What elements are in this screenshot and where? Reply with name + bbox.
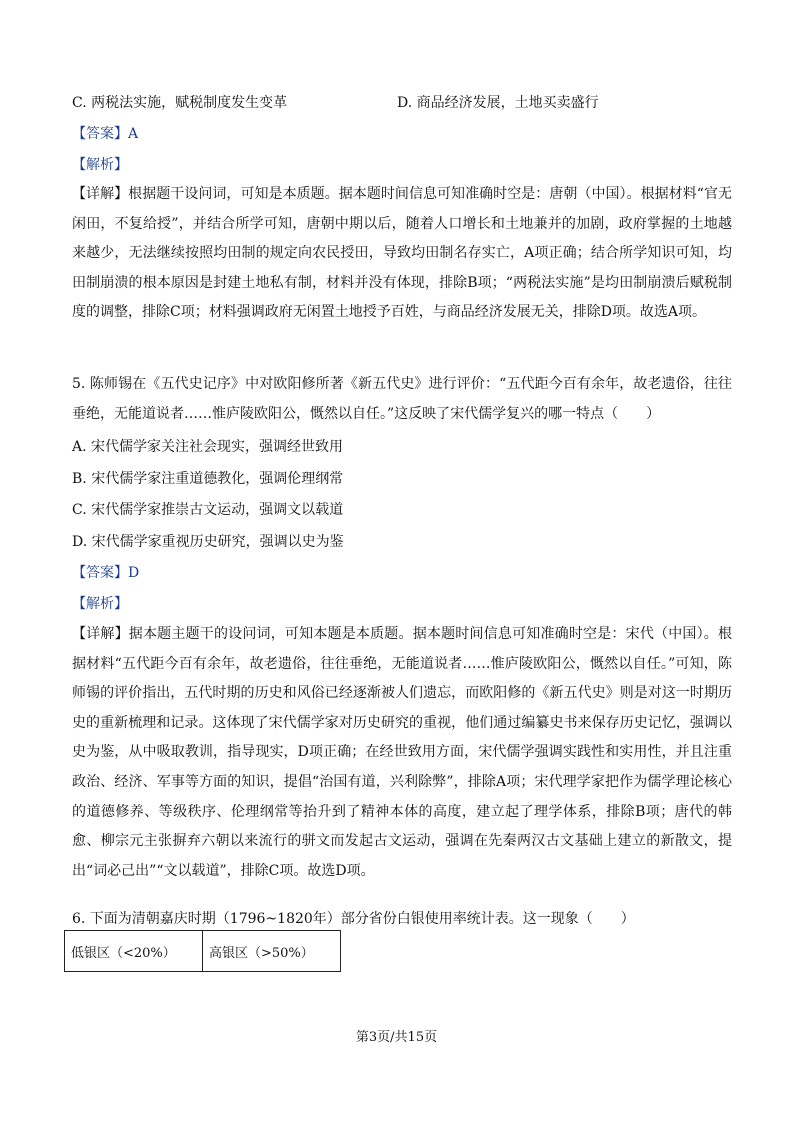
q4-analysis-label: 【解析】	[72, 157, 128, 173]
q4-option-d: D. 商品经济发展，土地买卖盛行	[397, 95, 599, 111]
table-cell-low-silver: 低银区（<20%）	[65, 931, 203, 972]
table-cell-high-silver: 高银区（>50%）	[203, 931, 341, 972]
q5-analysis-label: 【解析】	[72, 596, 128, 612]
q4-detail: 【详解】根据题干设问词，可知是本质题。据本题时间信息可知准确时空是：唐朝（中国）。根据材料“官无闲田，不复给授”，并结合所学可知，唐朝中期以后，随着人口增长和土地兼并的加剧，政府掌握的土地越来越少，无法继续按照均田制的规定向农民授田，导致均田制名存实亡，A项正确；结合所学知识可知，均田制崩溃的根本原因是封建土地私有制，材料并没有体现，排除B项；“两税法实施”是均田制崩溃后赋税制度的调整，排除C项；材料强调政府无闲置土地授予百姓，与商品经济发展无关，排除D项。故选A项。	[72, 186, 732, 321]
q5-option-a: A. 宋代儒学家关注社会现实，强调经世致用	[72, 439, 344, 455]
q4-answer: 【答案】A	[72, 126, 139, 142]
q5-stem: 5. 陈师锡在《五代史记序》中对欧阳修所著《新五代史》进行评价：“五代距今百有余年，故老遗俗，往往垂绝，无能道说者……惟庐陵欧阳公，慨然以自任。”这反映了宋代儒学复兴的哪一特点（ ）	[72, 376, 732, 422]
q5-option-b: B. 宋代儒学家注重道德教化，强调伦理纲常	[72, 471, 344, 487]
page-footer: 第3页/共15页	[355, 1030, 438, 1045]
silver-usage-table	[64, 930, 341, 972]
table-row	[65, 931, 341, 972]
q6-stem: 6. 下面为清朝嘉庆时期（1796~1820年）部分省份白银使用率统计表。这一现象（ ）	[72, 911, 635, 927]
q5-option-c: C. 宋代儒学家推崇古文运动，强调文以载道	[72, 502, 344, 518]
q4-option-c: C. 两税法实施，赋税制度发生变革	[72, 95, 288, 111]
q5-detail: 【详解】据本题主题干的设问词，可知本题是本质题。据本题时间信息可知准确时空是：宋代（中国）。根据材料“五代距今百有余年，故老遗俗，往往垂绝，无能道说者……惟庐陵欧阳公，慨然以自任。”可知，陈师锡的评价指出，五代时期的历史和风俗已经逐渐被人们遗忘，而欧阳修的《新五代史》则是对这一时期历史的重新梳理和记录。这体现了宋代儒学家对历史研究的重视，他们通过编纂史书来保存历史记忆，强调以史为鉴，从中吸取教训，指导现实，D项正确；在经世致用方面，宋代儒学强调实践性和实用性，并且注重政治、经济、军事等方面的知识，提倡“治国有道，兴利除弊”，排除A项；宋代理学家把作为儒学理论核心的道德修养、等级秩序、伦理纲常等抬升到了精神本体的高度，建立起了理学体系，排除B项；唐代的韩愈、柳宗元主张摒弃六朝以来流行的骈文而发起古文运动，强调在先秦两汉古文基础上建立的新散文，提出“词必己出”“文以载道”，排除C项。故选D项。	[72, 626, 732, 879]
q5-option-d: D. 宋代儒学家重视历史研究，强调以史为鉴	[72, 534, 344, 550]
q5-answer: 【答案】D	[72, 565, 140, 581]
